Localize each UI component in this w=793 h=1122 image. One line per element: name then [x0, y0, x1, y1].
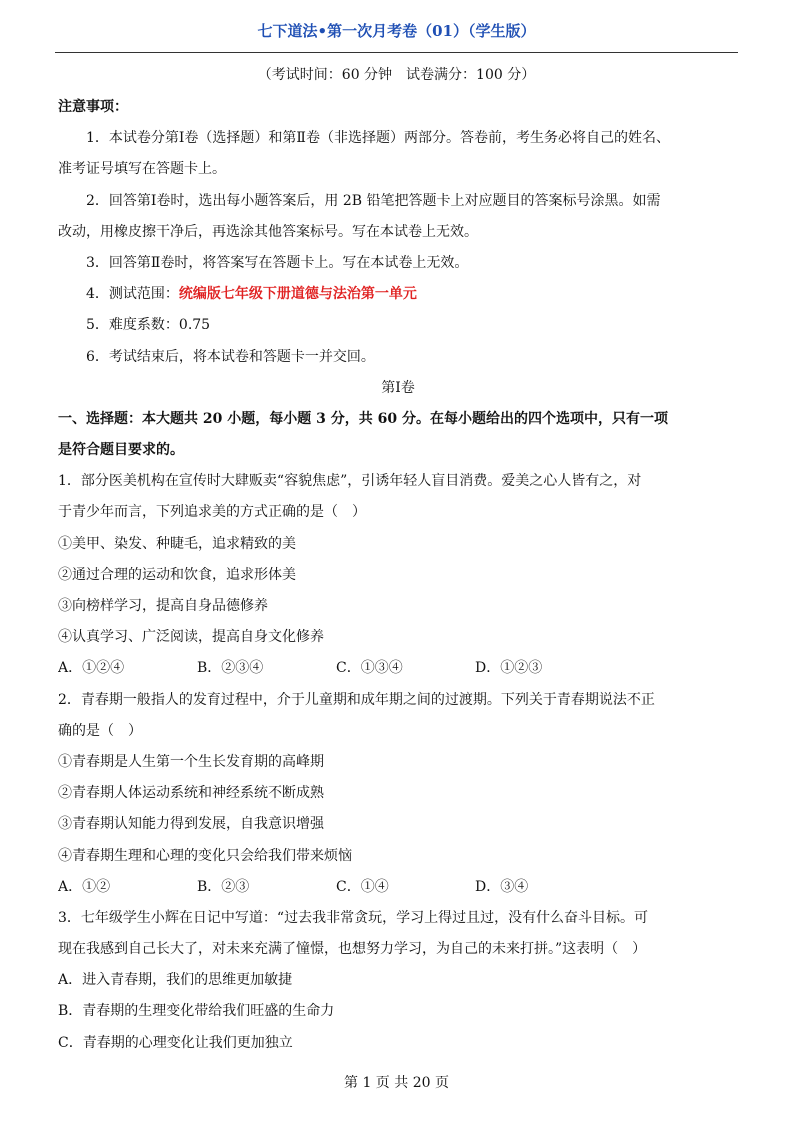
question-1-stem-cont: 于青少年而言，下列追求美的方式正确的是（ ）	[58, 504, 366, 521]
question-1-statement: ④认真学习、广泛阅读，提高自身文化修养	[58, 629, 324, 646]
question-3-choice-b: B．青春期的生理变化带给我们旺盛的生命力	[58, 1003, 335, 1020]
question-2-statement: ③青春期认知能力得到发展，自我意识增强	[58, 816, 324, 833]
question-2-options	[58, 872, 738, 903]
notice-item-6: 6．考试结束后，将本试卷和答题卡一并交回。	[86, 348, 375, 365]
question-1-statement: ③向榜样学习，提高自身品德修养	[58, 598, 268, 614]
notice-item-3: 3．回答第Ⅱ卷时，将答案写在答题卡上。写在本试卷上无效。	[86, 254, 469, 271]
question-2-statement: ②青春期人体运动系统和神经系统不断成熟	[58, 785, 324, 802]
option-b: B．②③	[197, 878, 250, 895]
question-2-stem-cont: 确的是（ ）	[58, 722, 142, 739]
question-2-statement: ①青春期是人生第一个生长发育期的高峰期	[58, 753, 324, 770]
exam-content	[58, 92, 738, 1059]
exam-info: （考试时间：60 分钟 试卷满分：100 分）	[257, 67, 536, 83]
notice-item-5: 5．难度系数：0.75	[86, 317, 211, 334]
option-d: D．③④	[475, 878, 529, 895]
page-title: 七下道法•第一次月考卷（01）（学生版）	[257, 22, 536, 40]
header-divider	[55, 52, 738, 53]
scope-label: 4．测试范围：	[86, 286, 179, 303]
notice-item-1: 1．本试卷分第Ⅰ卷（选择题）和第Ⅱ卷（非选择题）两部分。答卷前，考生务必将自己的姓名、	[86, 130, 670, 147]
notice-title: 注意事项：	[58, 99, 128, 115]
section-heading: 一、选择题：本大题共 20 小题，每小题 3 分，共 60 分。在每小题给出的四个选项中，只有一项	[58, 410, 668, 427]
section-heading-cont: 是符合题目要求的。	[58, 442, 184, 459]
option-a: A．①②④	[58, 660, 125, 677]
option-d: D．①②③	[475, 660, 543, 677]
volume-label: 第Ⅰ卷	[381, 379, 415, 396]
page-number: 第 1 页 共 20 页	[344, 1075, 449, 1091]
question-3-stem-cont: 现在我感到自己长大了，对未来充满了憧憬，也想努力学习，为自己的未来打拼。”这表明（ ）	[58, 941, 647, 958]
notice-item-2-cont: 改动，用橡皮擦干净后，再选涂其他答案标号。写在本试卷上无效。	[58, 223, 478, 240]
question-3-stem: 3．七年级学生小辉在日记中写道：“过去我非常贪玩，学习上得过且过，没有什么奋斗目标。可	[58, 909, 649, 926]
question-2-statement: ④青春期生理和心理的变化只会给我们带来烦恼	[58, 847, 352, 864]
notice-item-2: 2．回答第Ⅰ卷时，选出每小题答案后，用 2B 铅笔把答题卡上对应题目的答案标号涂黑。如需	[86, 192, 661, 209]
question-3-choice-a: A．进入青春期，我们的思维更加敏捷	[58, 972, 293, 989]
option-a: A．①②	[58, 878, 111, 895]
question-1-statement: ①美甲、染发、种睫毛，追求精致的美	[58, 535, 296, 552]
question-2-stem: 2．青春期一般指人的发育过程中，介于儿童期和成年期之间的过渡期。下列关于青春期说法不正	[58, 691, 655, 708]
question-1-stem: 1．部分医美机构在宣传时大肆贩卖“容貌焦虑”，引诱年轻人盲目消费。爱美之心人皆有之，对	[58, 473, 642, 490]
question-1-statement: ②通过合理的运动和饮食，追求形体美	[58, 566, 296, 583]
question-3-choice-c: C．青春期的心理变化让我们更加独立	[58, 1034, 293, 1051]
option-c: C．①④	[336, 878, 389, 895]
question-1-options	[58, 653, 738, 684]
notice-item-1-cont: 准考证号填写在答题卡上。	[58, 161, 226, 178]
option-b: B．②③④	[197, 660, 264, 677]
notice-item-4	[58, 279, 738, 310]
test-scope: 统编版七年级下册道德与法治第一单元	[178, 286, 417, 303]
option-c: C．①③④	[336, 660, 403, 677]
